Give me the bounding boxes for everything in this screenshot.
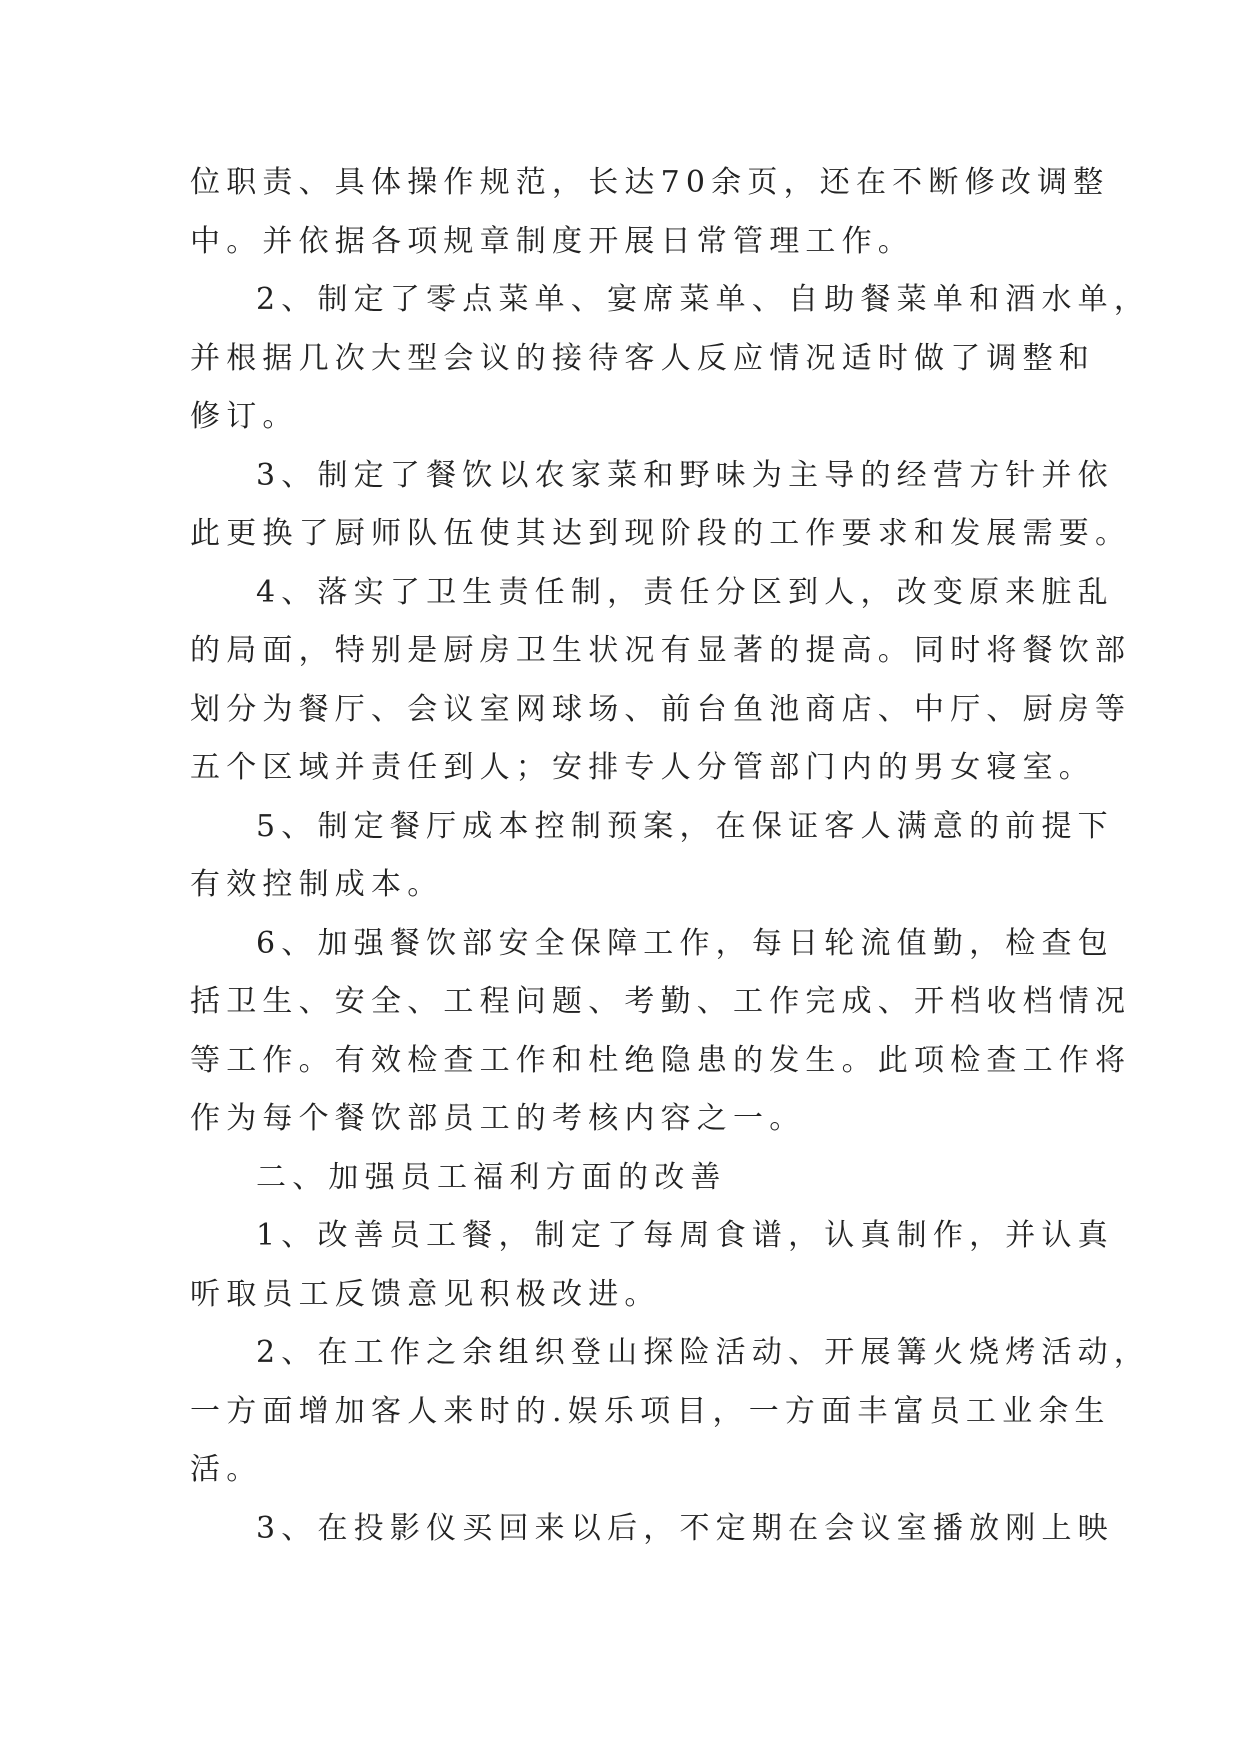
document-line: 二、加强员工福利方面的改善 <box>256 1159 727 1195</box>
document-line: 划分为餐厅、会议室网球场、前台鱼池商店、中厅、厨房等 <box>190 691 1132 727</box>
document-line: 中。并依据各项规章制度开展日常管理工作。 <box>190 223 914 259</box>
document-line: 五个区域并责任到人；安排专人分管部门内的男女寝室。 <box>190 750 1095 785</box>
document-line: 的局面，特别是厨房卫生状况有显著的提高。同时将餐饮部 <box>190 633 1132 668</box>
document-body <box>190 154 1151 1558</box>
document-line: 括卫生、安全、工程问题、考勤、工作完成、开档收档情况 <box>190 984 1132 1019</box>
document-line: 并根据几次大型会议的接待客人反应情况适时做了调整和 <box>190 340 1095 376</box>
document-line: 有效控制成本。 <box>190 867 444 902</box>
document-line: 1、改善员工餐，制定了每周食谱，认真制作，并认真 <box>256 1218 1114 1253</box>
document-line: 活。 <box>190 1452 263 1487</box>
document-line: 2、在工作之余组织登山探险活动、开展篝火烧烤活动， <box>256 1335 1151 1370</box>
document-line: 作为每个餐饮部员工的考核内容之一。 <box>190 1101 806 1136</box>
document-line: 此更换了厨师队伍使其达到现阶段的工作要求和发展需要。 <box>190 516 1132 551</box>
document-line: 听取员工反馈意见积极改进。 <box>190 1276 661 1312</box>
document-line: 3、制定了餐饮以农家菜和野味为主导的经营方针并依 <box>256 457 1114 493</box>
document-line: 位职责、具体操作规范，长达70余页，还在不断修改调整 <box>190 165 1110 200</box>
document-line: 4、落实了卫生责任制，责任分区到人，改变原来脏乱 <box>256 574 1114 610</box>
document-line: 修订。 <box>190 399 299 434</box>
document-line: 一方面增加客人来时的.娱乐项目，一方面丰富员工业余生 <box>190 1393 1111 1429</box>
document-line: 等工作。有效检查工作和杜绝隐患的发生。此项检查工作将 <box>190 1042 1132 1078</box>
document-line: 2、制定了零点菜单、宴席菜单、自助餐菜单和酒水单， <box>256 282 1151 317</box>
document-line: 5、制定餐厅成本控制预案，在保证客人满意的前提下 <box>256 808 1114 844</box>
document-line: 3、在投影仪买回来以后，不定期在会议室播放刚上映 <box>256 1510 1114 1546</box>
document-line: 6、加强餐饮部安全保障工作，每日轮流值勤，检查包 <box>256 925 1114 961</box>
